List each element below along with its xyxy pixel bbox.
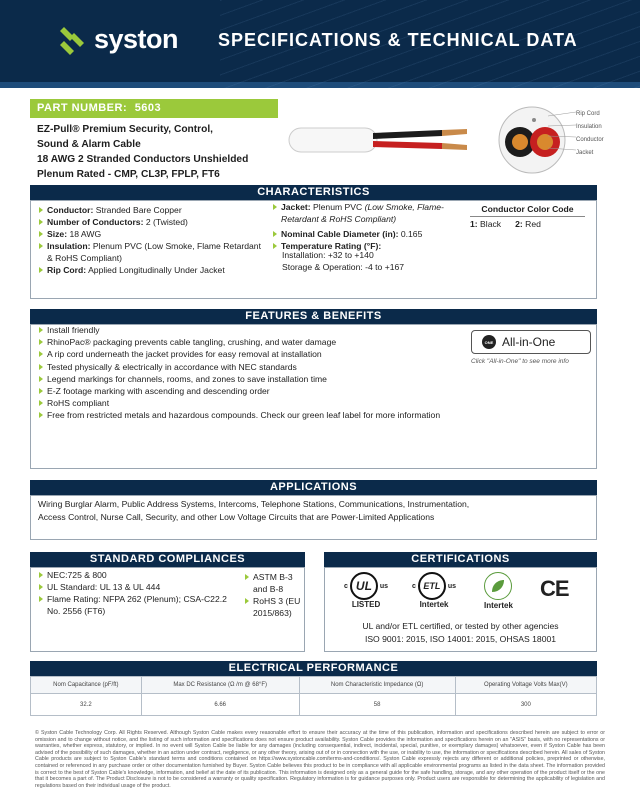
green-leaf-logo [484, 572, 513, 610]
list-item: RoHS compliant [38, 397, 458, 409]
brand-logo[interactable] [60, 24, 178, 55]
part-line: EZ-Pull® Premium Security, Control, [37, 124, 214, 135]
part-number-label: PART NUMBER: [37, 102, 128, 114]
list-item: UL Standard: UL 13 & UL 444 [38, 581, 238, 593]
table-row [31, 694, 597, 716]
color-code-title: Conductor Color Code [470, 204, 585, 217]
callout-label: Jacket [576, 150, 594, 156]
list-item: Size: 18 AWG [38, 228, 268, 240]
table-cell: 58 [299, 694, 455, 716]
characteristics-title: CHARACTERISTICS [30, 185, 597, 200]
applications-title: APPLICATIONS [30, 480, 597, 495]
color-code-block [470, 204, 585, 229]
list-item: A rip cord underneath the jacket provides for easy removal at installation [38, 348, 458, 360]
features-list [38, 324, 458, 422]
etl-c-mark: c [412, 582, 416, 590]
table-header-cell: Max DC Resistance (Ω /m @ 68°F) [141, 677, 299, 694]
color-code-item: 1: Black [470, 219, 502, 229]
etl-intertek-text: Intertek [419, 600, 449, 609]
callout-lines [548, 108, 578, 158]
list-item: Temperature Rating (°F): [272, 240, 457, 252]
table-row [31, 677, 597, 694]
callout-label: Conductor [576, 137, 604, 143]
brand-name: syston [94, 24, 179, 54]
table-header-cell: Operating Voltage Volts Max(V) [455, 677, 596, 694]
part-line: Sound & Alarm Cable [37, 139, 141, 150]
part-line: Plenum Rated - CMP, CL3P, FPLP, FT6 [37, 169, 220, 180]
certifications-section [324, 552, 597, 567]
list-item: NEC:725 & 800 [38, 569, 238, 581]
compliances-section [30, 552, 305, 567]
characteristics-section [30, 185, 597, 200]
list-item: ASTM B-3 and B-8 [244, 571, 304, 595]
all-in-one-label: All-in-One [502, 335, 556, 349]
temperature-install: Installation: +32 to +140 [282, 250, 374, 260]
all-in-one-note: Click "All-in-One" to see more info [471, 358, 569, 365]
applications-section [30, 480, 597, 495]
applications-line: Wiring Burglar Alarm, Public Address Systems, Intercoms, Telephone Stations, Communications, Instrumentation, [38, 499, 470, 509]
callout-label: Rip Cord [576, 111, 600, 117]
part-number-bar [30, 99, 278, 118]
legal-disclaimer: © Syston Cable Technology Corp. All Rights Reserved. Although Syston Cable makes every reasonable effort to ensure their accuracy at the time of this publication, information and specifications described herein are subject to error or omission and to change without notice, and the listing of such information and specifications does not ensure product availability. Syston Cable provides the information and specifications herein on an "ASIS" basis, with no representations or warranties, whether express, statutory, or implied. In no event will Syston Cable be liable for any damages (including consequential, indirect, incidental, special, punitive, or exemplary damages) whatsoever, even if Syston Cable has been advised of the possibility of such damages, whether in an action under contract, negligence, or any other theory, arising out of or in connection with the use, or inability to use, the information or specifications described herein. All sales of Syston Cable products are subject to Syston Cable's standard terms and conditions contained on https://www.systoncable.com/terms-and-conditions/. Syston Cable expressly rejects any different or additional policies, preprinted or otherwise, contained or referenced in any purchase order or other documentation furnished by Buyer. Syston Cable believes this product to be in compliance with all applicable environmental programs as listed in the data sheet. The information provided is correct to the best of Syston Cable's knowledge, information, and belief at the date of its publication. This information is designed only as a general guide for the safe handling, storage, and any other operation of the product itself or the one that it becomes a part of. The Product Disclosure is not to be considered a warranty or quality specification. Regulatory information is for guidance purposes only. Product users are responsible for determining the applicability of legislation and regulations based on their individual usage of the product. [35, 730, 605, 789]
all-in-one-badge[interactable] [471, 330, 591, 354]
list-item: Flame Rating: NFPA 262 (Plenum); CSA-C22.2 No. 2556 (FT6) [38, 593, 238, 617]
table-cell: 6.66 [141, 694, 299, 716]
list-item: Nominal Cable Diameter (in): 0.165 [272, 228, 457, 240]
certifications-text [324, 620, 597, 646]
ul-icon: UL [350, 572, 378, 600]
list-item: Insulation: Plenum PVC (Low Smoke, Flame Retardant & RoHS Compliant) [38, 240, 268, 264]
electrical-title: ELECTRICAL PERFORMANCE [30, 661, 597, 676]
page-title: SPECIFICATIONS & TECHNICAL DATA [218, 30, 578, 50]
certifications-title: CERTIFICATIONS [324, 552, 597, 567]
compliances-title: STANDARD COMPLIANCES [30, 552, 305, 567]
compliances-left-list [38, 569, 238, 617]
green-intertek-text: Intertek [484, 601, 513, 610]
leaf-icon [484, 572, 512, 600]
characteristics-right-list [272, 201, 457, 252]
certifications-line: UL and/or ETL certified, or tested by other agencies [362, 621, 559, 631]
ul-listed-text: LISTED [351, 600, 381, 609]
ul-c-mark: c [344, 582, 348, 590]
list-item: E-Z footage marking with ascending and descending order [38, 385, 458, 397]
cable-image [287, 120, 472, 162]
temperature-storage: Storage & Operation: -4 to +167 [282, 262, 405, 272]
applications-text [38, 498, 469, 524]
all-in-one-link[interactable] [471, 330, 596, 370]
ul-us-mark: us [379, 582, 389, 590]
part-number-value: 5603 [134, 102, 162, 114]
list-item: Install friendly [38, 324, 458, 336]
part-line: 18 AWG 2 Stranded Conductors Unshielded [37, 154, 249, 165]
etl-us-mark: us [447, 582, 457, 590]
certifications-line: ISO 9001: 2015, ISO 14001: 2015, OHSAS 18001 [364, 634, 557, 644]
applications-line: Access Control, Nurse Call, Security, and other Low Voltage Circuits that are Power-Limited Applications [38, 512, 435, 522]
compliances-right-list [244, 571, 304, 619]
list-item: Legend markings for channels, rooms, and zones to save installation time [38, 373, 458, 385]
etl-logo [412, 572, 456, 609]
color-code-item: 2: Red [515, 219, 541, 229]
callout-label: Insulation [576, 124, 602, 130]
ul-listed-logo [344, 572, 388, 609]
syston-logo-icon [60, 25, 88, 55]
electrical-table [30, 676, 597, 716]
temperature-values [282, 249, 404, 273]
table-cell: 32.2 [31, 694, 142, 716]
table-cell: 300 [455, 694, 596, 716]
table-header-cell: Nom Characteristic Impedance (Ω) [299, 677, 455, 694]
cross-section-labels [576, 108, 604, 160]
features-section [30, 309, 597, 324]
etl-icon: ETL [418, 572, 446, 600]
list-item: Conductor: Stranded Bare Copper [38, 204, 268, 216]
features-title: FEATURES & BENEFITS [30, 309, 597, 324]
list-item: Tested physically & electrically in accordance with NEC standards [38, 361, 458, 373]
list-item: Jacket: Plenum PVC (Low Smoke, Flame- Retardant & RoHS Compliant) [272, 201, 457, 225]
list-item: Rip Cord: Applied Longitudinally Under Jacket [38, 264, 268, 276]
table-header-cell: Nom Capacitance (pF/ft) [31, 677, 142, 694]
list-item: Number of Conductors: 2 (Twisted) [38, 216, 268, 228]
electrical-section [30, 661, 597, 676]
part-description [37, 122, 287, 182]
list-item: RoHS 3 (EU 2015/863) [244, 595, 304, 619]
list-item: RhinoPac® packaging prevents cable tangling, crushing, and water damage [38, 336, 458, 348]
all-in-one-icon: ONE [482, 335, 496, 349]
list-item: Free from restricted metals and hazardous compounds. Check our green leaf label for more information [38, 409, 458, 421]
ce-mark-icon: CE [540, 576, 569, 601]
characteristics-left-list [38, 204, 268, 276]
